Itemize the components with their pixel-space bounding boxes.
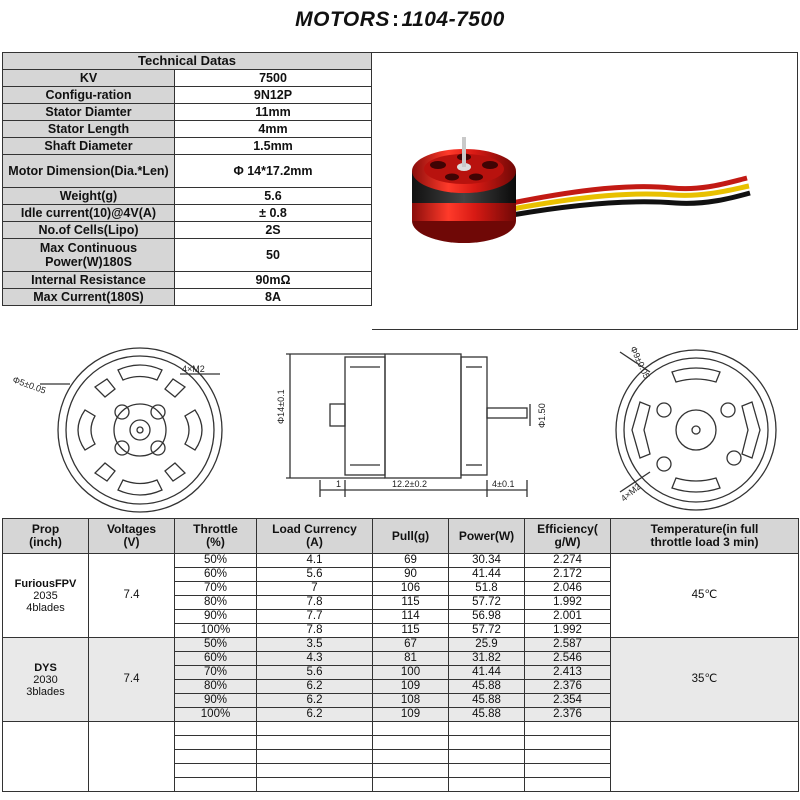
spec-value: 2S (175, 222, 372, 239)
perf-cell: 7 (257, 582, 373, 596)
perf-cell: 100% (175, 708, 257, 722)
perf-cell: 2.376 (525, 708, 611, 722)
perf-cell: 2.046 (525, 582, 611, 596)
perf-prop-line: FuriousFPV (14, 577, 77, 590)
spec-row (3, 87, 372, 104)
perf-header: Prop (inch) (3, 519, 89, 554)
spec-row (3, 188, 372, 205)
perf-row (3, 638, 799, 652)
perf-cell: 7.8 (257, 596, 373, 610)
perf-cell: 2.376 (525, 680, 611, 694)
perf-cell: 81 (373, 652, 449, 666)
perf-empty-cell (175, 722, 257, 736)
perf-cell: 90 (373, 568, 449, 582)
perf-temperature: 35℃ (611, 638, 799, 722)
perf-empty-cell (257, 722, 373, 736)
perf-cell: 4.1 (257, 554, 373, 568)
perf-empty-cell (373, 764, 449, 778)
perf-cell: 5.6 (257, 666, 373, 680)
spec-key: No.of Cells(Lipo) (3, 222, 175, 239)
spec-row (3, 239, 372, 272)
perf-header: Load Currency (A) (257, 519, 373, 554)
side-view-height: Φ14±0.1 (276, 389, 286, 424)
perf-empty-row (3, 722, 799, 736)
side-view-len1: 1 (336, 479, 342, 489)
spec-key: Idle current(10)@4V(A) (3, 205, 175, 222)
perf-cell: 2.001 (525, 610, 611, 624)
perf-cell: 108 (373, 694, 449, 708)
perf-cell: 80% (175, 680, 257, 694)
perf-empty-cell (373, 750, 449, 764)
perf-voltage: 7.4 (89, 554, 175, 638)
perf-prop-line: DYS (34, 661, 57, 674)
perf-cell: 100% (175, 624, 257, 638)
perf-cell: 2.354 (525, 694, 611, 708)
perf-empty-cell (611, 722, 799, 792)
perf-empty-cell (525, 722, 611, 736)
perf-cell: 60% (175, 568, 257, 582)
perf-empty-cell (449, 750, 525, 764)
perf-header: Efficiency( g/W) (525, 519, 611, 554)
spec-key: Motor Dimension(Dia.*Len) (3, 155, 175, 188)
title-separator: : (391, 8, 400, 31)
spec-row (3, 121, 372, 138)
spec-row (3, 205, 372, 222)
perf-empty-cell (175, 750, 257, 764)
perf-header: Throttle (%) (175, 519, 257, 554)
perf-cell: 109 (373, 680, 449, 694)
perf-empty-cell (373, 778, 449, 792)
perf-cell: 69 (373, 554, 449, 568)
rear-view-diameter: Φ9±0.05 (628, 344, 652, 381)
spec-row (3, 222, 372, 239)
spec-value: 90mΩ (175, 272, 372, 289)
spec-row (3, 138, 372, 155)
side-view-shaft: Φ1.50 (537, 403, 547, 428)
perf-prop-line: 4blades (26, 601, 65, 614)
perf-empty-cell (525, 750, 611, 764)
perf-cell: 30.34 (449, 554, 525, 568)
spec-value: 9N12P (175, 87, 372, 104)
perf-cell: 41.44 (449, 568, 525, 582)
perf-cell: 114 (373, 610, 449, 624)
perf-header: Voltages (V) (89, 519, 175, 554)
perf-cell: 1.992 (525, 596, 611, 610)
spec-row (3, 289, 372, 306)
spec-key: KV (3, 70, 175, 87)
performance-table (2, 518, 799, 792)
perf-empty-cell (449, 736, 525, 750)
side-view-len2: 12.2±0.2 (392, 479, 427, 489)
perf-empty-cell (175, 764, 257, 778)
perf-cell: 1.992 (525, 624, 611, 638)
perf-cell: 6.2 (257, 680, 373, 694)
perf-empty-cell (3, 722, 89, 792)
perf-cell: 6.2 (257, 708, 373, 722)
perf-cell: 100 (373, 666, 449, 680)
spec-table (2, 52, 372, 306)
perf-cell: 2.172 (525, 568, 611, 582)
perf-cell: 50% (175, 554, 257, 568)
perf-cell: 60% (175, 652, 257, 666)
perf-empty-cell (373, 736, 449, 750)
spec-key: Configu-ration (3, 87, 175, 104)
perf-cell: 57.72 (449, 596, 525, 610)
perf-cell: 90% (175, 694, 257, 708)
perf-cell: 115 (373, 596, 449, 610)
side-view-len3: 4±0.1 (492, 479, 515, 489)
spec-value: ± 0.8 (175, 205, 372, 222)
perf-header: Temperature(in full throttle load 3 min) (611, 519, 799, 554)
spec-row (3, 104, 372, 121)
perf-empty-cell (257, 736, 373, 750)
perf-cell: 7.8 (257, 624, 373, 638)
perf-cell: 31.82 (449, 652, 525, 666)
perf-empty-cell (175, 778, 257, 792)
perf-row (3, 554, 799, 568)
spec-key: Max Continuous Power(W)180S (3, 239, 175, 272)
perf-empty-cell (449, 764, 525, 778)
perf-cell: 50% (175, 638, 257, 652)
perf-empty-cell (175, 736, 257, 750)
spec-value: 1.5mm (175, 138, 372, 155)
spec-key: Internal Resistance (3, 272, 175, 289)
spec-row (3, 70, 372, 87)
spec-value: Φ 14*17.2mm (175, 155, 372, 188)
title-label: MOTORS (295, 8, 390, 31)
perf-cell: 4.3 (257, 652, 373, 666)
perf-cell: 6.2 (257, 694, 373, 708)
perf-prop-line: 2030 (33, 673, 58, 686)
perf-header: Pull(g) (373, 519, 449, 554)
spec-key: Shaft Diameter (3, 138, 175, 155)
spec-key: Max Current(180S) (3, 289, 175, 306)
spec-value: 8A (175, 289, 372, 306)
perf-empty-cell (525, 778, 611, 792)
spec-key: Stator Length (3, 121, 175, 138)
perf-cell: 45.88 (449, 694, 525, 708)
perf-empty-cell (257, 764, 373, 778)
perf-prop-line: 3blades (26, 685, 65, 698)
spec-value: 50 (175, 239, 372, 272)
spec-key: Stator Diamter (3, 104, 175, 121)
perf-empty-cell (257, 750, 373, 764)
motor-photo (372, 53, 798, 331)
perf-cell: 45.88 (449, 680, 525, 694)
side-view-drawing (286, 354, 530, 497)
perf-cell: 90% (175, 610, 257, 624)
perf-cell: 106 (373, 582, 449, 596)
rear-view-screw: 4×M2 (618, 481, 643, 504)
spec-header: Technical Datas (3, 53, 372, 70)
perf-empty-cell (525, 736, 611, 750)
perf-cell: 2.546 (525, 652, 611, 666)
perf-cell: 70% (175, 582, 257, 596)
motor-photo-panel (372, 52, 798, 330)
perf-cell: 51.8 (449, 582, 525, 596)
front-view-diameter: Φ5±0.05 (11, 374, 48, 396)
perf-empty-cell (89, 722, 175, 792)
spec-value: 11mm (175, 104, 372, 121)
mechanical-drawings (0, 332, 800, 518)
perf-empty-cell (373, 722, 449, 736)
perf-cell: 57.72 (449, 624, 525, 638)
perf-cell: 2.274 (525, 554, 611, 568)
spec-value: 7500 (175, 70, 372, 87)
perf-cell: 25.9 (449, 638, 525, 652)
perf-cell: 67 (373, 638, 449, 652)
perf-cell: 45.88 (449, 708, 525, 722)
perf-cell: 2.413 (525, 666, 611, 680)
spec-value: 5.6 (175, 188, 372, 205)
title-model: 1104-7500 (401, 8, 505, 31)
perf-cell: 7.7 (257, 610, 373, 624)
perf-cell: 5.6 (257, 568, 373, 582)
perf-empty-cell (525, 764, 611, 778)
perf-cell: 2.587 (525, 638, 611, 652)
perf-cell: 41.44 (449, 666, 525, 680)
perf-temperature: 45℃ (611, 554, 799, 638)
perf-empty-cell (257, 778, 373, 792)
perf-header: Power(W) (449, 519, 525, 554)
perf-cell: 80% (175, 596, 257, 610)
spec-key: Weight(g) (3, 188, 175, 205)
perf-prop-line: 2035 (33, 589, 58, 602)
perf-cell: 56.98 (449, 610, 525, 624)
perf-voltage: 7.4 (89, 638, 175, 722)
perf-cell: 109 (373, 708, 449, 722)
perf-empty-cell (449, 778, 525, 792)
spec-row (3, 155, 372, 188)
perf-cell: 70% (175, 666, 257, 680)
spec-row (3, 272, 372, 289)
perf-empty-cell (449, 722, 525, 736)
spec-value: 4mm (175, 121, 372, 138)
front-view-screw: 4×M2 (182, 364, 205, 374)
perf-cell: 115 (373, 624, 449, 638)
perf-cell: 3.5 (257, 638, 373, 652)
perf-prop (3, 554, 89, 638)
perf-prop (3, 638, 89, 722)
page-title (0, 8, 800, 32)
